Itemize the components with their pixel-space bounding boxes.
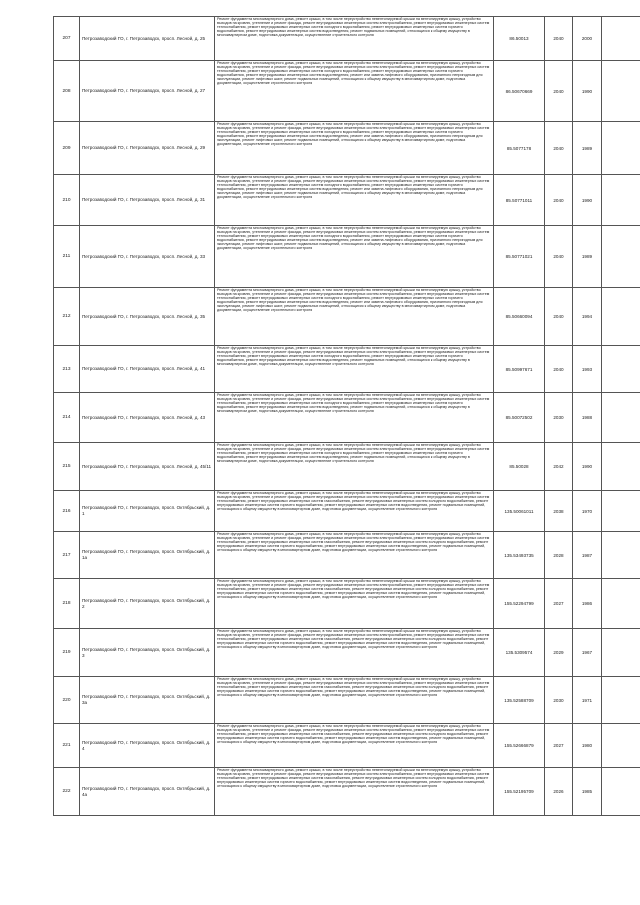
built-year: 1987	[573, 532, 602, 579]
works-list: Ремонт фундамента многоквартирного дома, ремонт крыши, в том числе переустройство невентилируемой крыши на вентилируемую крышу, устройство выходов на кровлю, утепление и ремонт фасада, ремонт внутридомовых инженерных систем электроснабжения, ремонт внутридомовых инженерных систем теплоснабжения, ремонт внутридомовых инженерных систем газоснабжения, ремонт внутридомовых инженерных систем холодного водоснабжения, ремонт внутридомовых инженерных систем горячего водоснабжения, ремонт внутридомовых инженерных систем водоотведения, ремонт подвальных помещений, относящихся к общему имуществу в многоквартирном доме, подготовка документации, осуществление строительного контроля	[215, 677, 494, 724]
planned-year: 2040	[545, 61, 573, 122]
table-row	[54, 677, 640, 724]
table-row	[54, 17, 640, 61]
built-year: 1993	[573, 346, 602, 393]
row-number: 211	[54, 226, 80, 288]
cost-value: 86.50013	[494, 17, 545, 61]
house-address: Петрозаводский ГО, г. Петрозаводск, просп. Октябрьский, д. 1	[80, 491, 215, 532]
cost-value: 86.50670669	[494, 61, 545, 122]
works-list: Ремонт фундамента многоквартирного дома, ремонт крыши, в том числе переустройство невентилируемой крыши на вентилируемую крышу, устройство выходов на кровлю, утепление и ремонт фасада, ремонт внутридомовых инженерных систем электроснабжения, ремонт внутридомовых инженерных систем теплоснабжения, ремонт внутридомовых инженерных систем газоснабжения, ремонт внутридомовых инженерных систем холодного водоснабжения, ремонт внутридомовых инженерных систем горячего водоснабжения, ремонт внутридомовых инженерных систем водоотведения, ремонт подвальных помещений, относящихся к общему имуществу в многоквартирном доме, подготовка документации, осуществление строительного контроля	[215, 724, 494, 768]
table-row	[54, 288, 640, 346]
house-address: Петрозаводский ГО, г. Петрозаводск, просп. Октябрьский, д. 4а	[80, 768, 215, 816]
planned-year: 2030	[545, 677, 573, 724]
built-year: 1980	[573, 724, 602, 768]
built-year: 2000	[573, 17, 602, 61]
planned-year: 2040	[545, 17, 573, 61]
planned-year: 2040	[545, 346, 573, 393]
house-address: Петрозаводский ГО, г. Петрозаводск, просп. Октябрьский, д. 2	[80, 579, 215, 629]
empty-cell	[602, 579, 640, 629]
row-number: 220	[54, 677, 80, 724]
row-number: 219	[54, 629, 80, 677]
built-year: 1989	[573, 226, 602, 288]
row-number: 222	[54, 768, 80, 816]
planned-year: 2030	[545, 393, 573, 443]
table-row	[54, 122, 640, 175]
table-row	[54, 175, 640, 226]
row-number: 218	[54, 579, 80, 629]
row-number: 216	[54, 491, 80, 532]
empty-cell	[602, 724, 640, 768]
works-list: Ремонт фундамента многоквартирного дома, ремонт крыши, в том числе переустройство невентилируемой крыши на вентилируемую крышу, устройство выходов на кровлю, утепление и ремонт фасада, ремонт внутридомовых инженерных систем электроснабжения, ремонт внутридомовых инженерных систем теплоснабжения, ремонт внутридомовых инженерных систем холодного водоснабжения, ремонт внутридомовых инженерных систем горячего водоснабжения, ремонт внутридомовых инженерных систем водоотведения, ремонт подвальных помещений, относящихся к общему имуществу в многоквартирном доме, подготовка документации, осуществление строительного контроля	[215, 443, 494, 491]
house-address: Петрозаводский ГО, г. Петрозаводск, просп. Лесной, д. 33	[80, 226, 215, 288]
cost-value: 85.50771021	[494, 226, 545, 288]
works-list: Ремонт фундамента многоквартирного дома, ремонт крыши, в том числе переустройство невентилируемой крыши на вентилируемую крышу, устройство выходов на кровлю, утепление и ремонт фасада, ремонт внутридомовых инженерных систем электроснабжения, ремонт внутридомовых инженерных систем теплоснабжения, ремонт внутридомовых инженерных систем холодного водоснабжения, ремонт внутридомовых инженерных систем горячего водоснабжения, ремонт внутридомовых инженерных систем водоотведения, ремонт или замена лифтового оборудования, признанного непригодным для эксплуатации, ремонт лифтовых шахт, ремонт подвальных помещений, относящихся к общему имуществу в многоквартирном доме, подготовка документации, осуществление строительного контроля	[215, 175, 494, 226]
table-row	[54, 768, 640, 816]
table-row	[54, 724, 640, 768]
planned-year: 2029	[545, 629, 573, 677]
empty-cell	[602, 288, 640, 346]
works-list: Ремонт фундамента многоквартирного дома, ремонт крыши, в том числе переустройство невентилируемой крыши на вентилируемую крышу, устройство выходов на кровлю, утепление и ремонт фасада, ремонт внутридомовых инженерных систем электроснабжения, ремонт внутридомовых инженерных систем теплоснабжения, ремонт внутридомовых инженерных систем газоснабжения, ремонт внутридомовых инженерных систем холодного водоснабжения, ремонт внутридомовых инженерных систем горячего водоснабжения, ремонт внутридомовых инженерных систем водоотведения, ремонт подвальных помещений, относящихся к общему имуществу в многоквартирном доме, подготовка документации, осуществление строительного контроля	[215, 532, 494, 579]
house-address: Петрозаводский ГО, г. Петрозаводск, просп. Лесной, д. 35	[80, 288, 215, 346]
empty-cell	[602, 393, 640, 443]
cost-value: 135.52588709	[494, 677, 545, 724]
row-number: 212	[54, 288, 80, 346]
planned-year: 2027	[545, 579, 573, 629]
document-sheet	[53, 16, 635, 816]
planned-year: 2026	[545, 768, 573, 816]
table-row	[54, 491, 640, 532]
house-address: Петрозаводский ГО, г. Петрозаводск, просп. Лесной, д. 31	[80, 175, 215, 226]
built-year: 1990	[573, 61, 602, 122]
planned-year: 2042	[545, 443, 573, 491]
house-address: Петрозаводский ГО, г. Петрозаводск, просп. Лесной, д. 27	[80, 61, 215, 122]
house-address: Петрозаводский ГО, г. Петрозаводск, просп. Лесной, д. 43	[80, 393, 215, 443]
empty-cell	[602, 677, 640, 724]
cost-value: 135.50061011	[494, 491, 545, 532]
house-address: Петрозаводский ГО, г. Петрозаводск, просп. Октябрьский, д. 3	[80, 629, 215, 677]
house-address: Петрозаводский ГО, г. Петрозаводск, просп. Лесной, д. 45/11	[80, 443, 215, 491]
works-list: Ремонт фундамента многоквартирного дома, ремонт крыши, в том числе переустройство невентилируемой крыши на вентилируемую крышу, устройство выходов на кровлю, утепление и ремонт фасада, ремонт внутридомовых инженерных систем электроснабжения, ремонт внутридомовых инженерных систем теплоснабжения, ремонт внутридомовых инженерных систем газоснабжения, ремонт внутридомовых инженерных систем холодного водоснабжения, ремонт внутридомовых инженерных систем горячего водоснабжения, ремонт внутридомовых инженерных систем водоотведения, ремонт подвальных помещений, относящихся к общему имуществу в многоквартирном доме, подготовка документации, осуществление строительного контроля	[215, 629, 494, 677]
empty-cell	[602, 443, 640, 491]
works-list: Ремонт фундамента многоквартирного дома, ремонт крыши, в том числе переустройство невентилируемой крыши на вентилируемую крышу, устройство выходов на кровлю, утепление и ремонт фасада, ремонт внутридомовых инженерных систем электроснабжения, ремонт внутридомовых инженерных систем теплоснабжения, ремонт внутридомовых инженерных систем холодного водоснабжения, ремонт внутридомовых инженерных систем горячего водоснабжения, ремонт внутридомовых инженерных систем водоотведения, ремонт или замена лифтового оборудования, признанного непригодным для эксплуатации, ремонт лифтовых шахт, ремонт подвальных помещений, относящихся к общему имуществу в многоквартирном доме, подготовка документации, осуществление строительного контроля	[215, 226, 494, 288]
table-row	[54, 629, 640, 677]
row-number: 208	[54, 61, 80, 122]
table-row	[54, 443, 640, 491]
house-address: Петрозаводский ГО, г. Петрозаводск, просп. Лесной, д. 41	[80, 346, 215, 393]
row-number: 213	[54, 346, 80, 393]
cost-value: 85.50997671	[494, 346, 545, 393]
row-number: 214	[54, 393, 80, 443]
empty-cell	[602, 532, 640, 579]
empty-cell	[602, 175, 640, 226]
empty-cell	[602, 768, 640, 816]
planned-year: 2040	[545, 226, 573, 288]
house-address: Петрозаводский ГО, г. Петрозаводск, просп. Лесной, д. 25	[80, 17, 215, 61]
table-row	[54, 346, 640, 393]
house-address: Петрозаводский ГО, г. Петрозаводск, просп. Октябрьский, д. 1а	[80, 532, 215, 579]
built-year: 1990	[573, 175, 602, 226]
planned-year: 2040	[545, 288, 573, 346]
table-row	[54, 61, 640, 122]
cost-value: 85.50028	[494, 443, 545, 491]
planned-year: 2040	[545, 122, 573, 175]
row-number: 209	[54, 122, 80, 175]
works-list: Ремонт фундамента многоквартирного дома, ремонт крыши, в том числе переустройство невентилируемой крыши на вентилируемую крышу, устройство выходов на кровлю, утепление и ремонт фасада, ремонт внутридомовых инженерных систем электроснабжения, ремонт внутридомовых инженерных систем теплоснабжения, ремонт внутридомовых инженерных систем холодного водоснабжения, ремонт внутридомовых инженерных систем горячего водоснабжения, ремонт внутридомовых инженерных систем водоотведения, ремонт подвальных помещений, относящихся к общему имуществу в многоквартирном доме, подготовка документации, осуществление строительного контроля	[215, 346, 494, 393]
built-year: 1971	[573, 677, 602, 724]
empty-cell	[602, 346, 640, 393]
works-list: Ремонт фундамента многоквартирного дома, ремонт крыши, в том числе переустройство невентилируемой крыши на вентилируемую крышу, устройство выходов на кровлю, утепление и ремонт фасада, ремонт внутридомовых инженерных систем электроснабжения, ремонт внутридомовых инженерных систем теплоснабжения, ремонт внутридомовых инженерных систем холодного водоснабжения, ремонт внутридомовых инженерных систем горячего водоснабжения, ремонт внутридомовых инженерных систем водоотведения, ремонт или замена лифтового оборудования, признанного непригодным для эксплуатации, ремонт лифтовых шахт, ремонт подвальных помещений, относящихся к общему имуществу в многоквартирном доме, подготовка документации, осуществление строительного контроля	[215, 122, 494, 175]
cost-value: 155.52666879	[494, 724, 545, 768]
row-number: 207	[54, 17, 80, 61]
planned-year: 2027	[545, 724, 573, 768]
planned-year: 2038	[545, 491, 573, 532]
works-list: Ремонт фундамента многоквартирного дома, ремонт крыши, в том числе переустройство невентилируемой крыши на вентилируемую крышу, устройство выходов на кровлю, утепление и ремонт фасада, ремонт внутридомовых инженерных систем электроснабжения, ремонт внутридомовых инженерных систем теплоснабжения, ремонт внутридомовых инженерных систем холодного водоснабжения, ремонт внутридомовых инженерных систем горячего водоснабжения, ремонт внутридомовых инженерных систем водоотведения, ремонт подвальных помещений, относящихся к общему имуществу в многоквартирном доме, подготовка документации, осуществление строительного контроля	[215, 393, 494, 443]
capital-repair-table	[53, 16, 640, 816]
table-row	[54, 532, 640, 579]
cost-value: 85.50660094	[494, 288, 545, 346]
built-year: 1985	[573, 768, 602, 816]
built-year: 1970	[573, 491, 602, 532]
works-list: Ремонт фундамента многоквартирного дома, ремонт крыши, в том числе переустройство невентилируемой крыши на вентилируемую крышу, устройство выходов на кровлю, утепление и ремонт фасада, ремонт внутридомовых инженерных систем электроснабжения, ремонт внутридомовых инженерных систем теплоснабжения, ремонт внутридомовых инженерных систем холодного водоснабжения, ремонт внутридомовых инженерных систем горячего водоснабжения, ремонт внутридомовых инженерных систем водоотведения, ремонт подвальных помещений, относящихся к общему имуществу в многоквартирном доме, подготовка документации, осуществление строительного контроля	[215, 17, 494, 61]
empty-cell	[602, 226, 640, 288]
house-address: Петрозаводский ГО, г. Петрозаводск, просп. Лесной, д. 29	[80, 122, 215, 175]
works-list: Ремонт фундамента многоквартирного дома, ремонт крыши, в том числе переустройство невентилируемой крыши на вентилируемую крышу, устройство выходов на кровлю, утепление и ремонт фасада, ремонт внутридомовых инженерных систем электроснабжения, ремонт внутридомовых инженерных систем теплоснабжения, ремонт внутридомовых инженерных систем холодного водоснабжения, ремонт внутридомовых инженерных систем горячего водоснабжения, ремонт внутридомовых инженерных систем водоотведения, ремонт или замена лифтового оборудования, признанного непригодным для эксплуатации, ремонт лифтовых шахт, ремонт подвальных помещений, относящихся к общему имуществу в многоквартирном доме, подготовка документации, осуществление строительного контроля	[215, 288, 494, 346]
row-number: 215	[54, 443, 80, 491]
cost-value: 155.52195709	[494, 768, 545, 816]
planned-year: 2040	[545, 175, 573, 226]
cost-value: 135.5309574	[494, 629, 545, 677]
row-number: 210	[54, 175, 80, 226]
cost-value: 85.50072502	[494, 393, 545, 443]
table-row	[54, 226, 640, 288]
row-number: 221	[54, 724, 80, 768]
house-address: Петрозаводский ГО, г. Петрозаводск, просп. Октябрьский, д. 4	[80, 724, 215, 768]
table-row	[54, 393, 640, 443]
works-list: Ремонт фундамента многоквартирного дома, ремонт крыши, в том числе переустройство невентилируемой крыши на вентилируемую крышу, устройство выходов на кровлю, утепление и ремонт фасада, ремонт внутридомовых инженерных систем электроснабжения, ремонт внутридомовых инженерных систем теплоснабжения, ремонт внутридомовых инженерных систем газоснабжения, ремонт внутридомовых инженерных систем холодного водоснабжения, ремонт внутридомовых инженерных систем горячего водоснабжения, ремонт внутридомовых инженерных систем водоотведения, ремонт подвальных помещений, относящихся к общему имуществу в многоквартирном доме, подготовка документации, осуществление строительного контроля	[215, 579, 494, 629]
empty-cell	[602, 122, 640, 175]
built-year: 1994	[573, 288, 602, 346]
built-year: 1989	[573, 122, 602, 175]
empty-cell	[602, 61, 640, 122]
cost-value: 155.52294799	[494, 579, 545, 629]
works-list: Ремонт фундамента многоквартирного дома, ремонт крыши, в том числе переустройство невентилируемой крыши на вентилируемую крышу, устройство выходов на кровлю, утепление и ремонт фасада, ремонт внутридомовых инженерных систем электроснабжения, ремонт внутридомовых инженерных систем теплоснабжения, ремонт внутридомовых инженерных систем газоснабжения, ремонт внутридомовых инженерных систем холодного водоснабжения, ремонт внутридомовых инженерных систем горячего водоснабжения, ремонт внутридомовых инженерных систем водоотведения, ремонт подвальных помещений, относящихся к общему имуществу в многоквартирном доме, подготовка документации, осуществление строительного контроля	[215, 491, 494, 532]
table-row	[54, 579, 640, 629]
empty-cell	[602, 491, 640, 532]
built-year: 1988	[573, 393, 602, 443]
built-year: 1967	[573, 629, 602, 677]
cost-value: 85.50771011	[494, 175, 545, 226]
built-year: 1990	[573, 443, 602, 491]
works-list: Ремонт фундамента многоквартирного дома, ремонт крыши, в том числе переустройство невентилируемой крыши на вентилируемую крышу, устройство выходов на кровлю, утепление и ремонт фасада, ремонт внутридомовых инженерных систем электроснабжения, ремонт внутридомовых инженерных систем теплоснабжения, ремонт внутридомовых инженерных систем холодного водоснабжения, ремонт внутридомовых инженерных систем горячего водоснабжения, ремонт внутридомовых инженерных систем водоотведения, ремонт или замена лифтового оборудования, признанного непригодным для эксплуатации, ремонт лифтовых шахт, ремонт подвальных помещений, относящихся к общему имуществу в многоквартирном доме, подготовка документации, осуществление строительного контроля	[215, 61, 494, 122]
planned-year: 2028	[545, 532, 573, 579]
works-list: Ремонт фундамента многоквартирного дома, ремонт крыши, в том числе переустройство невентилируемой крыши на вентилируемую крышу, устройство выходов на кровлю, утепление и ремонт фасада, ремонт внутридомовых инженерных систем электроснабжения, ремонт внутридомовых инженерных систем теплоснабжения, ремонт внутридомовых инженерных систем газоснабжения, ремонт внутридомовых инженерных систем холодного водоснабжения, ремонт внутридомовых инженерных систем горячего водоснабжения, ремонт внутридомовых инженерных систем водоотведения, ремонт подвальных помещений, относящихся к общему имуществу в многоквартирном доме, подготовка документации, осуществление строительного контроля	[215, 768, 494, 816]
empty-cell	[602, 629, 640, 677]
house-address: Петрозаводский ГО, г. Петрозаводск, просп. Октябрьский, д. 3а	[80, 677, 215, 724]
empty-cell	[602, 17, 640, 61]
table-body	[54, 17, 640, 816]
row-number: 217	[54, 532, 80, 579]
cost-value: 135.53493735	[494, 532, 545, 579]
cost-value: 85.5077178	[494, 122, 545, 175]
built-year: 1986	[573, 579, 602, 629]
